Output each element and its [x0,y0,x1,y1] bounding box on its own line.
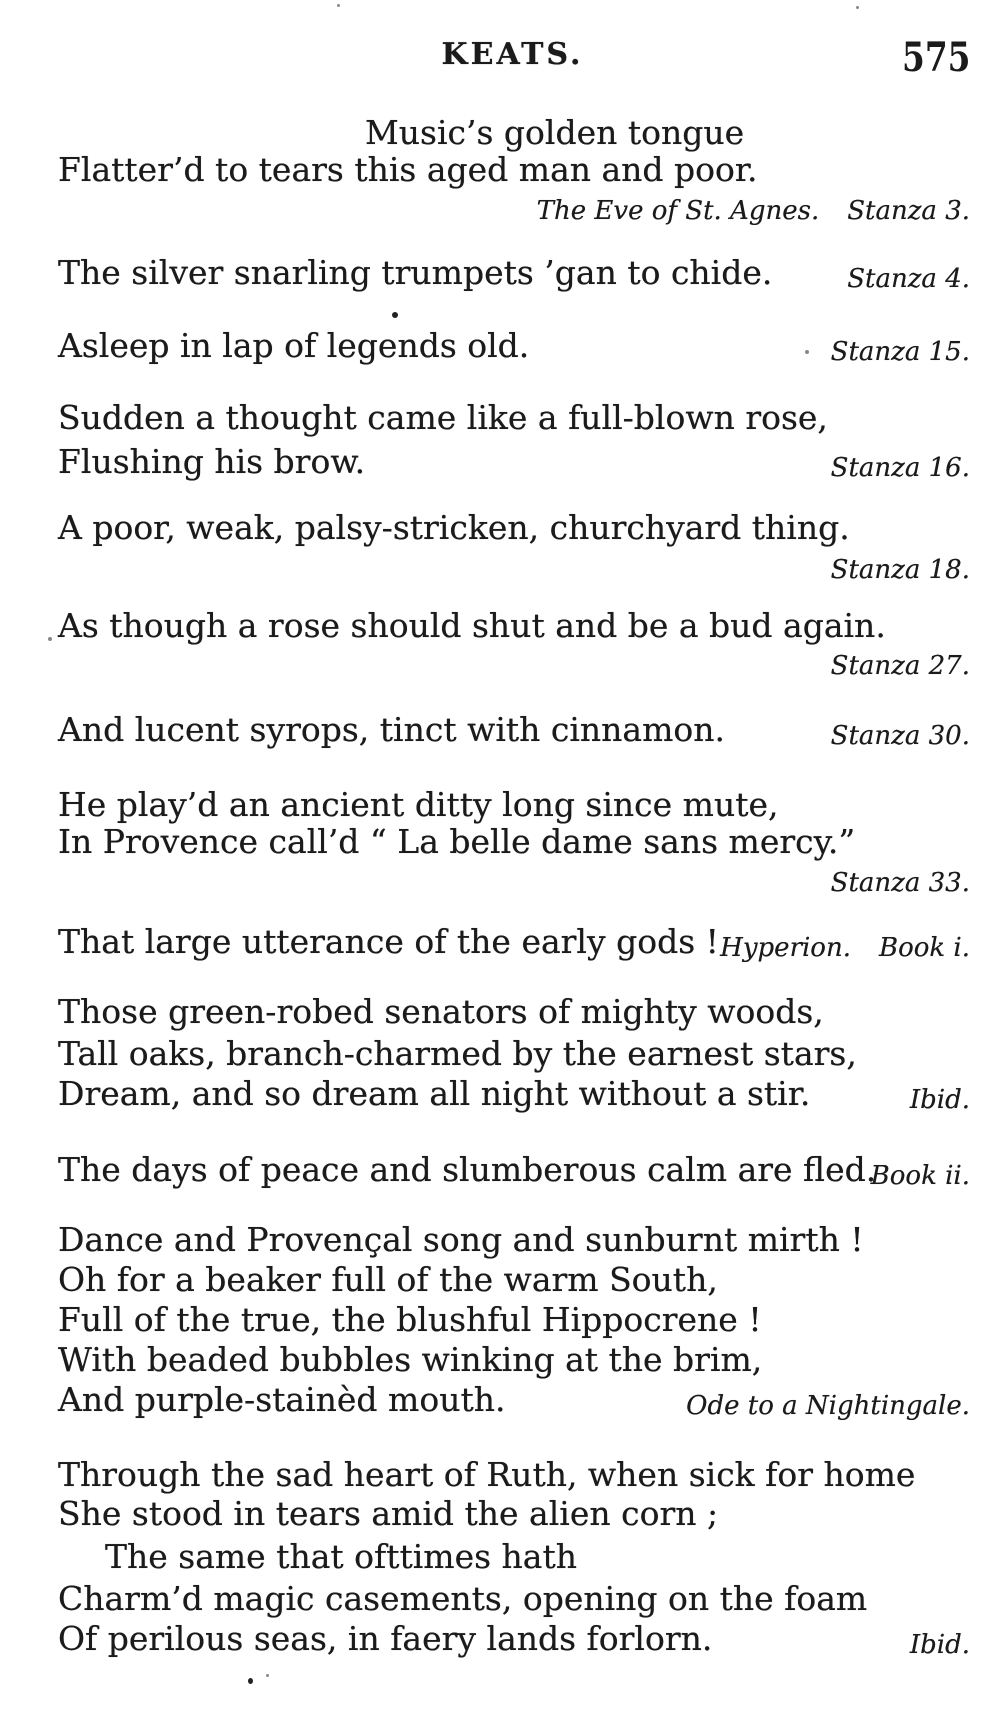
quote-attribution [537,197,970,226]
quote-line: Through the sad heart of Ruth, when sick for home [58,1455,916,1494]
ink-speck [856,6,859,9]
quote-line: Flushing his brow. [58,442,366,481]
attribution-source: Hyperion. [720,933,851,963]
quote-line: Dream, and so dream all night without a stir. [58,1074,811,1113]
quote-attribution [831,556,970,585]
attribution-ref: Stanza 4. [847,264,970,294]
quote-attribution [910,1086,970,1115]
ink-speck [337,4,340,7]
quote-line: As though a rose should shut and be a bud again. [58,606,886,645]
quote-line: A poor, weak, palsy-stricken, churchyard thing. [58,508,850,547]
quote-line: Flatter’d to tears this aged man and poor. [58,150,758,189]
quote-attribution [831,652,970,681]
attribution-ref: Stanza 15. [830,337,970,367]
attribution-source: The Eve of St. Agnes. [536,196,820,226]
quote-attribution [871,1162,970,1191]
quote-line: The same that ofttimes hath [105,1537,577,1576]
ink-speck [266,1674,269,1677]
quote-line: Full of the true, the blushful Hippocrene ! [58,1300,762,1339]
attribution-ref: Stanza 30. [830,721,970,751]
quote-attribution [847,265,970,294]
quote-line: Asleep in lap of legends old. [58,326,530,365]
quote-line: In Provence call’d “ La belle dame sans mercy.” [58,822,856,861]
quote-attribution [686,1392,970,1421]
quote-line: He play’d an ancient ditty long since mute, [58,785,779,824]
quote-line: She stood in tears amid the alien corn ; [58,1494,719,1533]
page-title: KEATS. [441,37,584,72]
quote-line: With beaded bubbles winking at the brim, [58,1340,763,1379]
quote-line: The days of peace and slumberous calm are fled. [58,1150,877,1189]
ink-speck [248,1678,253,1684]
attribution-ref: Stanza 27. [830,651,970,681]
ink-speck [805,350,809,354]
attribution-ref: Ibid. [909,1085,970,1115]
quote-line: Oh for a beaker full of the warm South, [58,1260,718,1299]
quote-line: Charm’d magic casements, opening on the foam [58,1579,868,1618]
quote-line: Tall oaks, branch-charmed by the earnest stars, [58,1034,857,1073]
quote-line: And purple-stainèd mouth. [58,1380,506,1419]
attribution-ref: Stanza 3. [847,196,970,226]
quote-line: Of perilous seas, in faery lands forlorn. [58,1619,713,1658]
quote-line: Dance and Provençal song and sunburnt mirth ! [58,1220,864,1259]
ink-speck [392,312,398,318]
quote-line: That large utterance of the early gods ! [58,922,719,961]
quote-line: Those green-robed senators of mighty woods, [58,992,824,1031]
attribution-ref: Book i. [878,933,970,963]
quote-attribution [831,869,970,898]
quote-attribution [720,934,970,963]
attribution-ref: Book ii. [870,1161,970,1191]
quote-line: Music’s golden tongue [365,113,745,152]
quote-attribution [910,1631,970,1660]
quote-attribution [831,722,970,751]
attribution-ref: Stanza 18. [830,555,970,585]
page-number: 575 [901,34,970,81]
attribution-ref: Stanza 33. [830,868,970,898]
attribution-ref: Stanza 16. [830,453,970,483]
attribution-ref: Ibid. [909,1630,970,1660]
quote-line: And lucent syrops, tinct with cinnamon. [58,710,726,749]
quote-line: The silver snarling trumpets ’gan to chide. [58,253,773,292]
ink-speck [48,637,52,641]
quote-line: Sudden a thought came like a full-blown rose, [58,398,828,437]
quote-attribution [831,338,970,367]
attribution-source: Ode to a Nightingale. [686,1391,970,1421]
quote-attribution [831,454,970,483]
